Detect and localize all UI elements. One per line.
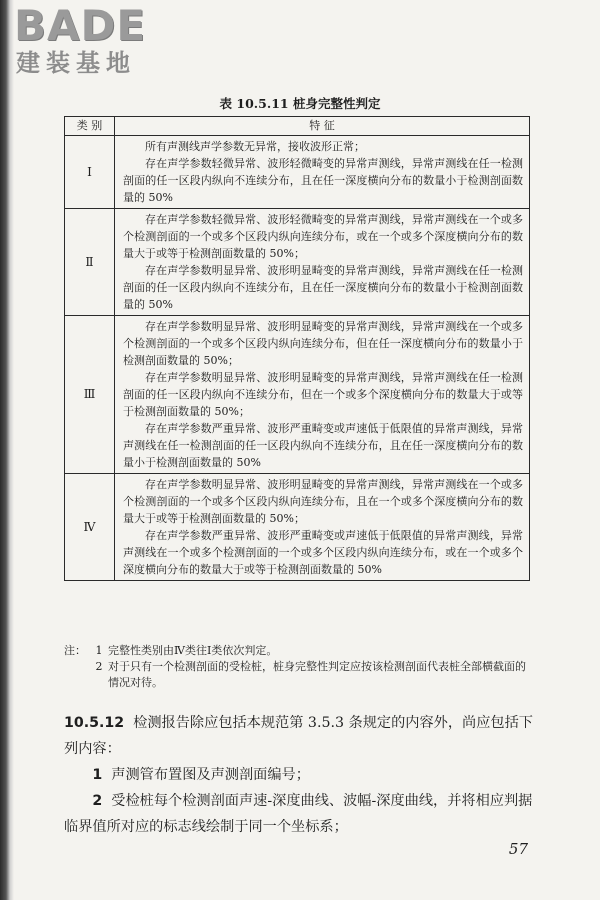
table-notes (64, 643, 530, 691)
table-row (65, 316, 530, 474)
feature-cell (115, 209, 530, 316)
clause-item-text: 声测管布置图及声测剖面编号； (111, 767, 310, 783)
table-row (65, 209, 530, 316)
feature-line: 存在声学参数轻微异常、波形轻微畸变的异常声测线，异常声测线在任一检测剖面的任一区段内纵向不连续分布，且在任一深度横向分布的数量小于检测剖面数量的 50% (123, 157, 523, 204)
feature-cell (115, 474, 530, 581)
category-cell: Ⅱ (65, 209, 115, 316)
clause-section (64, 710, 534, 840)
note-item (64, 659, 530, 691)
logo-subtitle: 建装基地 (16, 49, 136, 77)
page-number: 57 (508, 840, 528, 858)
clause-item (64, 788, 534, 840)
category-cell: Ⅰ (65, 136, 115, 209)
clause-item (64, 762, 534, 788)
note-text: 完整性类别由Ⅳ类往Ⅰ类依次判定。 (108, 644, 278, 657)
feature-cell (115, 136, 530, 209)
feature-line: 所有声测线声学参数无异常，接收波形正常； (145, 140, 365, 153)
feature-line: 存在声学参数严重异常、波形严重畸变或声速低于低限值的异常声测线，异常声测线在一个或多个检测剖面的一个或多个区段内纵向连续分布，或在一个或多个深度横向分布的数量大于或等于检测剖面数量的 50% (123, 529, 523, 576)
feature-line: 存在声学参数严重异常、波形严重畸变或声速低于低限值的异常声测线，异常声测线在任一检测剖面的任一区段内纵向不连续分布，且在任一深度横向分布的数量小于检测剖面数量的 50% (123, 422, 523, 469)
scan-binding-edge (0, 0, 14, 900)
category-cell: Ⅳ (65, 474, 115, 581)
clause-item-text: 受检桩每个检测剖面声速-深度曲线、波幅-深度曲线，并将相应判据临界值所对应的标志线绘制于同一个坐标系； (64, 793, 533, 835)
feature-line: 存在声学参数明显异常、波形明显畸变的异常声测线，异常声测线在一个或多个检测剖面的一个或多个区段内纵向连续分布，但在任一深度横向分布的数量小于检测剖面数量的 50%； (123, 320, 523, 367)
clause-paragraph (64, 710, 534, 762)
table-row (65, 474, 530, 581)
feature-line: 存在声学参数轻微异常、波形轻微畸变的异常声测线，异常声测线在一个或多个检测剖面的一个或多个区段内纵向连续分布，或在一个或多个深度横向分布的数量大于或等于检测剖面数量的 50%； (123, 213, 523, 260)
note-number: 2 (95, 660, 103, 673)
table-header-row (65, 117, 530, 136)
watermark-logo (14, 1, 147, 78)
table-row (65, 136, 530, 209)
feature-line: 存在声学参数明显异常、波形明显畸变的异常声测线，异常声测线在任一检测剖面的任一区段内纵向不连续分布，但在一个或多个深度横向分布的数量大于或等于检测剖面数量的 50%； (123, 371, 523, 418)
clause-item-number: 1 (92, 767, 103, 783)
note-item (64, 643, 530, 659)
clause-text: 检测报告除应包括本规范第 3.5.3 条规定的内容外，尚应包括下列内容： (64, 715, 533, 757)
note-lead: 注： (64, 644, 86, 657)
clause-item-number: 2 (92, 793, 103, 809)
feature-line: 存在声学参数明显异常、波形明显畸变的异常声测线，异常声测线在任一检测剖面的任一区段内纵向不连续分布，且在任一深度横向分布的数量小于检测剖面数量的 50% (123, 264, 523, 311)
note-lead-spacer (64, 659, 90, 691)
integrity-table (64, 116, 530, 581)
header-category: 类 别 (65, 117, 115, 136)
feature-cell (115, 316, 530, 474)
feature-line: 存在声学参数明显异常、波形明显畸变的异常声测线，异常声测线在一个或多个检测剖面的一个或多个区段内纵向连续分布，且在一个或多个深度横向分布的数量大于或等于检测剖面数量的 50%； (123, 478, 523, 525)
table-title: 表 10.5.11 桩身完整性判定 (219, 96, 381, 111)
logo-text: BADE (14, 1, 147, 50)
clause-number: 10.5.12 (64, 715, 125, 731)
note-text: 对于只有一个检测剖面的受检桩，桩身完整性判定应按该检测剖面代表桩全部横截面的情况对待。 (108, 660, 526, 689)
header-feature: 特 征 (115, 117, 530, 136)
category-cell: Ⅲ (65, 316, 115, 474)
note-number: 1 (95, 644, 103, 657)
